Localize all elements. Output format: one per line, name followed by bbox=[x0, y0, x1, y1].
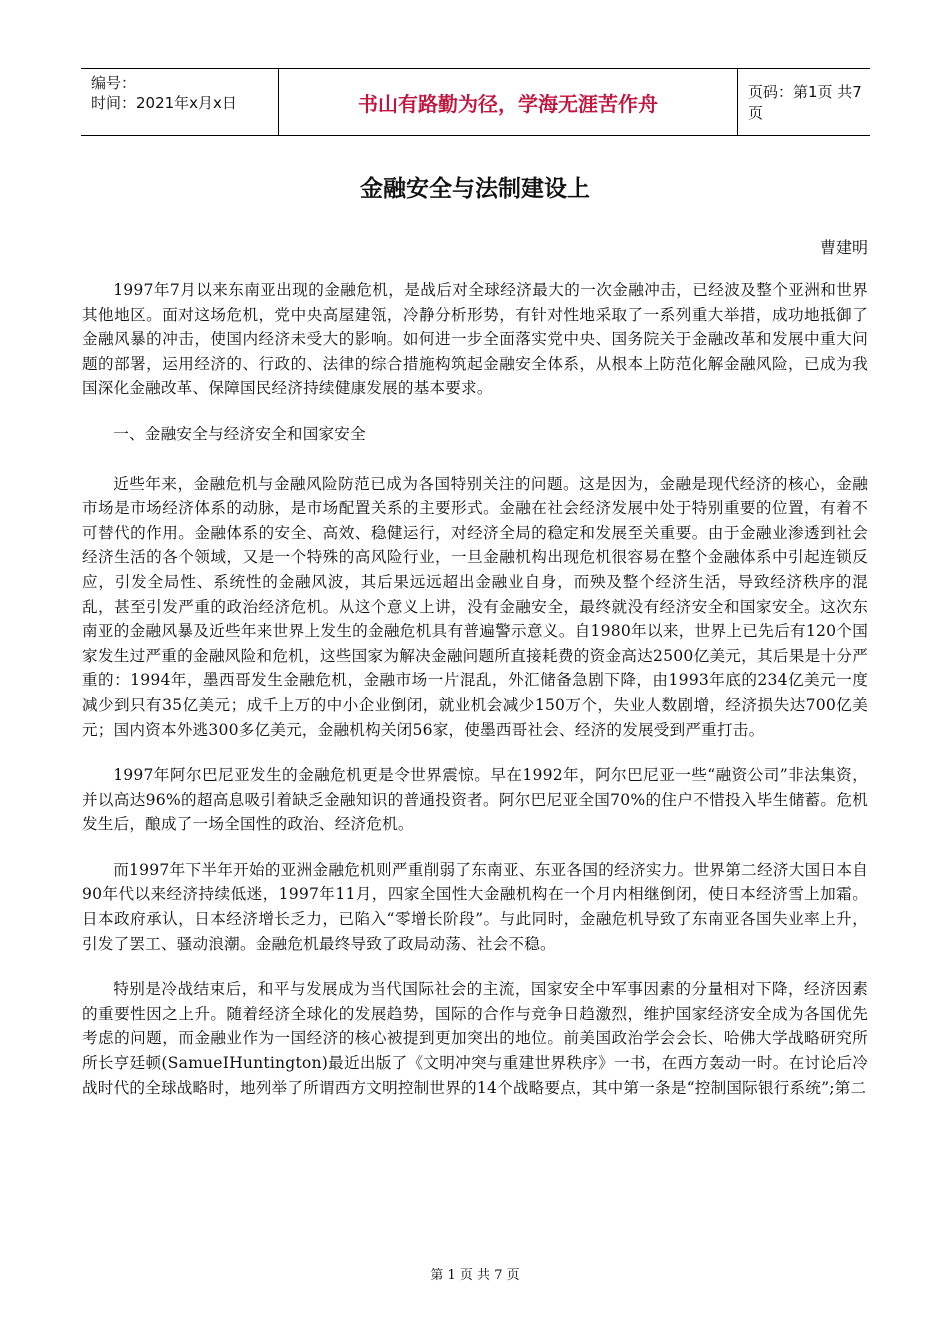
header-meta-cell bbox=[81, 69, 278, 135]
paragraph: 1997年7月以来东南亚出现的金融危机，是战后对全球经济最大的一次金融冲击，已经波及整个亚洲和世界其他地区。面对这场危机，党中央高屋建瓴，冷静分析形势，有针对性地采取了一系列重大举措，成功地抵御了金融风暴的冲击，使国内经济未受大的影响。如何进一步全面落实党中央、国务院关于金融改革和发展中重大问题的部署，运用经济的、行政的、法律的综合措施构筑起金融安全体系，从根本上防范化解金融风险，已成为我国深化金融改革、保障国民经济持续健康发展的基本要求。 bbox=[82, 281, 868, 398]
number-label: 编号： bbox=[91, 74, 137, 92]
document-body bbox=[82, 278, 868, 1121]
page-footer: 第 1 页 共 7 页 bbox=[430, 1268, 520, 1283]
paragraph: 1997年阿尔巴尼亚发生的金融危机更是令世界震惊。早在1992年，阿尔巴尼亚一些“融资公司”非法集资，并以高达96%的超高息吸引着缺乏金融知识的普通投资者。阿尔巴尼亚全国70%的住户不惜投入毕生储蓄。危机发生后，酿成了一场全国性的政治、经济危机。 bbox=[82, 766, 868, 834]
section-heading: 一、金融安全与经济安全和国家安全 bbox=[113, 424, 366, 443]
author-name: 曹建明 bbox=[819, 238, 868, 257]
paragraph: 而1997年下半年开始的亚洲金融危机则严重削弱了东南亚、东亚各国的经济实力。世界第二经济大国日本自90年代以来经济持续低迷，1997年11月，四家全国性大金融机构在一个月内相继倒闭，使日本经济雪上加霜。日本政府承认，日本经济增长乏力，已陷入“零增长阶段”。与此同时，金融危机导致了东南亚各国失业率上升，引发了罢工、骚动浪潮。金融危机最终导致了政局动荡、社会不稳。 bbox=[82, 860, 868, 953]
page-info-cell bbox=[738, 69, 870, 135]
time-label: 时间：2021年x月x日 bbox=[91, 94, 237, 112]
document-header bbox=[81, 68, 870, 136]
paragraph: 特别是冷战结束后，和平与发展成为当代国际社会的主流，国家安全中军事因素的分量相对下降，经济因素的重要性因之上升。随着经济全球化的发展趋势，国际的合作与竞争日趋激烈，维护国家经济安全成为各国优先考虑的问题，而金融业作为一国经济的核心被提到更加突出的地位。前美国政治学会会长、哈佛大学战略研究所所长亨廷顿(SamueIHuntington)最近出版了《文明冲突与重建世界秩序》一书，在西方轰动一时。在讨论后冷战时代的全球战略时，地列举了所谓西方文明控制世界的14个战略要点，其中第一条是“控制国际银行系统”;第二 bbox=[82, 980, 868, 1097]
document-title: 金融安全与法制建设上 bbox=[360, 176, 590, 202]
motto-text: 书山有路勤为径，学海无涯苦作舟 bbox=[358, 91, 658, 116]
paragraph: 近些年来，金融危机与金融风险防范已成为各国特别关注的问题。这是因为，金融是现代经济的核心，金融市场是市场经济体系的动脉，是市场配置关系的主要形式。金融在社会经济发展中处于特别重要的位置，有着不可替代的作用。金融体系的安全、高效、稳健运行，对经济全局的稳定和发展至关重要。由于金融业渗透到社会经济生活的各个领域，又是一个特殊的高风险行业，一旦金融机构出现危机很容易在整个金融体系中引起连锁反应，引发全局性、系统性的金融风波，其后果远远超出金融业自身，而殃及整个经济生活，导致经济秩序的混乱，甚至引发严重的政治经济危机。从这个意义上讲，没有金融安全，最终就没有经济安全和国家安全。这次东南亚的金融风暴及近些年来世界上发生的金融危机具有普遍警示意义。自1980年以来，世界上已先后有120个国家发生过严重的金融风险和危机，这些国家为解决金融问题所直接耗费的资金高达2500亿美元，其后果是十分严重的：1994年，墨西哥发生金融危机，金融市场一片混乱，外汇储备急剧下降，由1993年底的234亿美元一度减少到只有35亿美元；成千上万的中小企业倒闭，就业机会减少150万个，失业人数剧增，经济损失达700亿美元；国内资本外逃300多亿美元，金融机构关闭56家，使墨西哥社会、经济的发展受到严重打击。 bbox=[82, 474, 868, 739]
page-info: 页码：第1页 共7页 bbox=[748, 83, 862, 122]
motto-cell bbox=[278, 69, 738, 135]
